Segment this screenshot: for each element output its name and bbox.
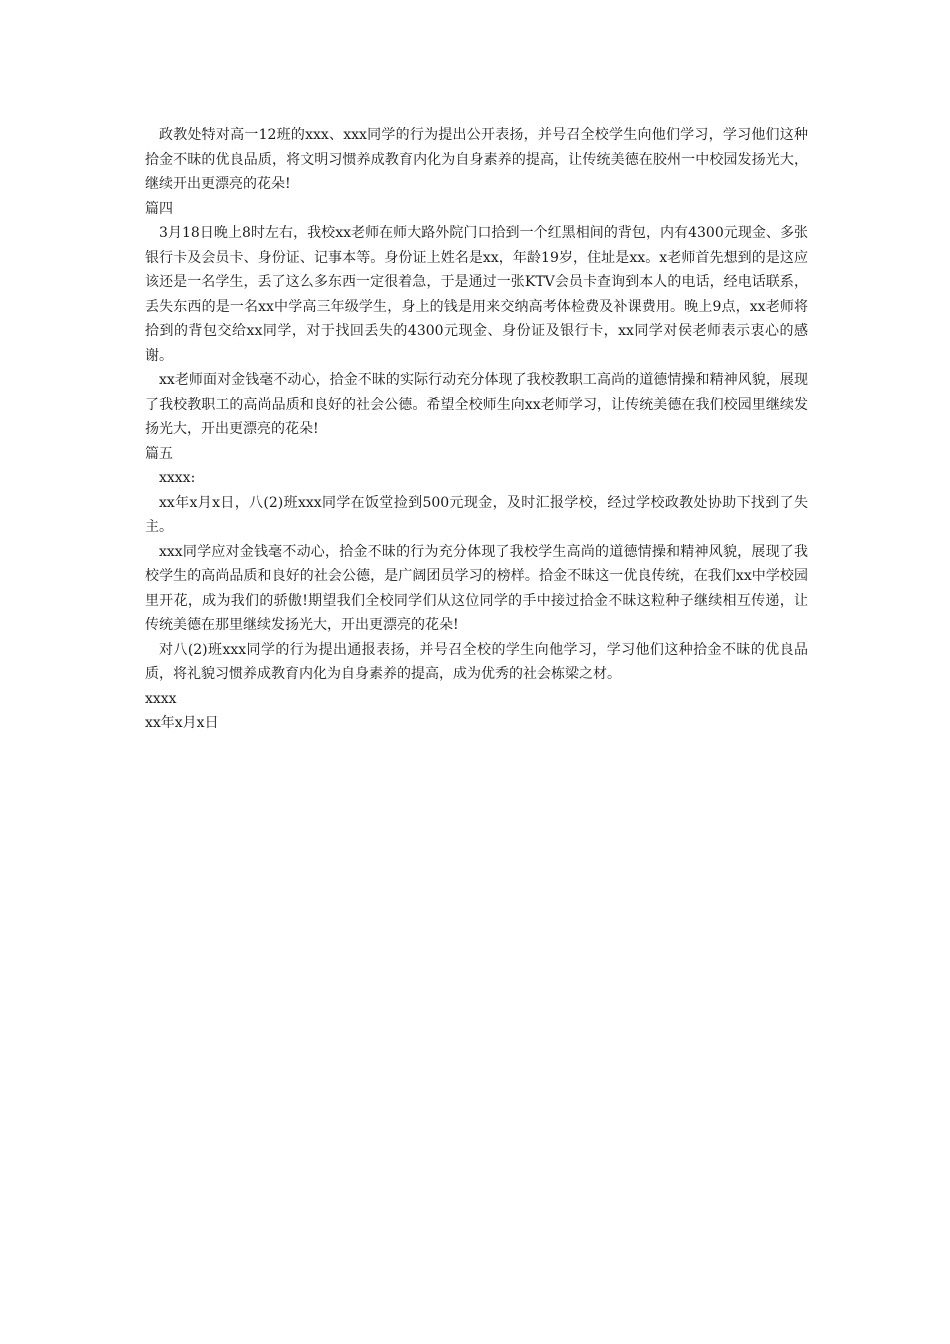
date-line: xx年x月x日: [145, 715, 219, 731]
paragraph-praise-4: xx老师面对金钱毫不动心，拾金不昧的实际行动充分体现了我校教职工高尚的道德情操和精神风貌，展现了我校教职工的高尚品质和良好的社会公德。希望全校师生向xx老师学习，让传统美德在我们校园里继续发扬光大，开出更漂亮的花朵!: [145, 372, 808, 437]
document-body: [145, 123, 808, 736]
paragraph-commendation-1: 政教处特对高一12班的xxx、xxx同学的行为提出公开表扬，并号召全校学生向他们学习，学习他们这种拾金不昧的优良品质，将文明习惯养成教育内化为自身素养的提高，让传统美德在胶州一中校园发扬光大，继续开出更漂亮的花朵!: [145, 127, 808, 192]
paragraph-praise-5: xxx同学应对金钱毫不动心，拾金不昧的行为充分体现了我校学生高尚的道德情操和精神风貌，展现了我校学生的高尚品质和良好的社会公德，是广阔团员学习的榜样。拾金不昧这一优良传统，在我们xx中学校园里开花，成为我们的骄傲!期望我们全校同学们从这位同学的手中接过拾金不昧这粒种子继续相互传递，让传统美德在那里继续发扬光大，开出更漂亮的花朵!: [145, 543, 808, 633]
paragraph-commendation-5: 对八(2)班xxx同学的行为提出通报表扬，并号召全校的学生向他学习，学习他们这种拾金不昧的优良品质，将礼貌习惯养成教育内化为自身素养的提高，成为优秀的社会栋梁之材。: [145, 641, 808, 682]
section-heading-4: 篇四: [145, 200, 173, 217]
salutation: xxxx:: [159, 470, 196, 486]
paragraph-story-5: xx年x月x日，八(2)班xxx同学在饭堂捡到500元现金，及时汇报学校，经过学校政教处协助下找到了失主。: [145, 494, 808, 535]
section-heading-5: 篇五: [145, 445, 173, 462]
signature: xxxx: [145, 690, 177, 707]
paragraph-story-4: 3月18日晚上8时左右，我校xx老师在师大路外院门口拾到一个红黑相间的背包，内有4300元现金、多张银行卡及会员卡、身份证、记事本等。身份证上姓名是xx，年龄19岁，住址是xx。x老师首先想到的是这应该还是一名学生，丢了这么多东西一定很着急，于是通过一张KTV会员卡查询到本人的电话，经电话联系，丢失东西的是一名xx中学高三年级学生，身上的钱是用来交纳高考体检费及补课费用。晚上9点，xx老师将拾到的背包交给xx同学，对于找回丢失的4300元现金、身份证及银行卡，xx同学对侯老师表示衷心的感谢。: [145, 225, 808, 364]
